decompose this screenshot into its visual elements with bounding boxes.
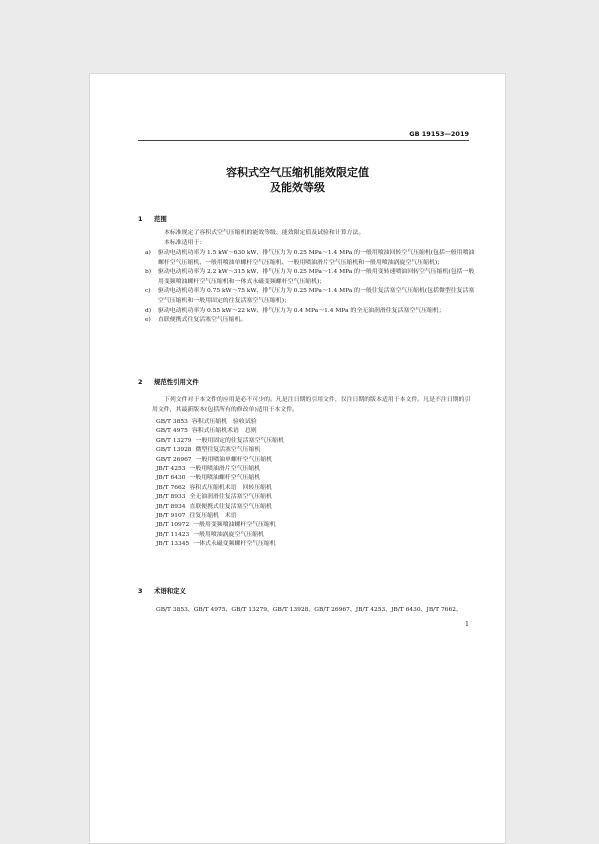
reference-code: JB/T 11423 (156, 531, 190, 538)
section-number: 1 (138, 215, 143, 223)
reference-title: 一般用喷油螺杆空气压缩机 (189, 475, 261, 482)
list-item-text: 驱动电动机功率为 0.55 kW～22 kW、排气压力为 0.4 MPa～1.4 MPa 的全无油润滑往复活塞空气压缩机； (158, 307, 445, 314)
reference-code: GB/T 26967 (156, 456, 192, 463)
reference-item (156, 531, 284, 540)
reference-title: 直联便携式往复活塞空气压缩机 (189, 503, 272, 510)
reference-code: GB/T 4975 (156, 428, 188, 435)
list-item (145, 268, 475, 287)
reference-code: GB/T 13928 (156, 447, 192, 454)
page-number: 1 (465, 621, 469, 628)
reference-title: 往复压缩机 术语 (189, 513, 237, 520)
standard-code: GB 19153—2019 (409, 130, 469, 138)
reference-title: 容积式压缩机术语 总则 (191, 428, 257, 435)
reference-item (156, 437, 284, 446)
reference-item (156, 503, 284, 512)
list-item-text: 驱动电动机功率为 2.2 kW～315 kW、排气压力为 0.25 MPa～1.4 MPa 的一般用变转速喷油回转空气压缩机(包括一般用变频喷油螺杆空气压缩机和一体式永磁变频螺杆空气压缩机)； (158, 269, 475, 285)
section-1-intro (152, 229, 472, 248)
reference-title: 全无油润滑往复活塞空气压缩机 (189, 494, 272, 501)
list-item (145, 249, 475, 268)
reference-title: 微型往复活塞空气压缩机 (195, 447, 261, 454)
section-2-intro: 下列文件对于本文件的应用是必不可少的。凡是注日期的引用文件，仅注日期的版本适用于本文件。凡是不注日期的引用文件，其最新版本(包括所有的修改单)适用于本文件。 (152, 397, 471, 413)
document-title-line2: 及能效等级 (270, 181, 325, 194)
reference-title: 一般用变频喷油螺杆空气压缩机 (193, 522, 276, 529)
reference-code: GB/T 13279 (156, 437, 192, 444)
reference-code: JB/T 9107 (156, 513, 186, 520)
reference-code: JB/T 7662 (156, 484, 186, 491)
reference-title: 容积式压缩机 验收试验 (191, 419, 257, 425)
reference-item (156, 512, 284, 521)
list-item (145, 307, 475, 317)
reference-title: 一体式永磁变频螺杆空气压缩机 (193, 541, 276, 548)
reference-code: JB/T 10972 (156, 522, 190, 529)
reference-item (156, 465, 284, 474)
reference-code: JB/T 8933 (156, 494, 186, 501)
section-number: 2 (138, 378, 143, 386)
list-marker: c) (145, 288, 151, 295)
reference-code: GB/T 3853 (156, 419, 188, 425)
section-1-heading (138, 214, 167, 223)
list-item (145, 287, 475, 306)
reference-code: JB/T 4253 (156, 466, 186, 473)
document-title-line1: 容积式空气压缩机能效限定值 (226, 166, 369, 179)
reference-item (156, 474, 284, 483)
reference-item (156, 418, 284, 427)
reference-item (156, 521, 284, 530)
list-item-text: 驱动电动机功率为 1.5 kW～630 kW、排气压力为 0.25 MPa～1.4 MPa 的一般用喷油回转空气压缩机(包括一般用喷油螺杆空气压缩机、一般用喷油单螺杆空气压缩机、一般用喷油滑片空气压缩机和一般用喷油涡旋空气压缩机)； (158, 250, 475, 266)
section-3-text: GB/T 3853、GB/T 4975、GB/T 13279、GB/T 13928、GB/T 26967、JB/T 4253、JB/T 6430、JB/T 7662、 (156, 607, 462, 613)
section-3-heading (138, 586, 186, 595)
reference-title: 一般用喷油滑片空气压缩机 (189, 466, 261, 473)
section-title: 规范性引用文件 (154, 378, 199, 386)
header-rule (138, 140, 469, 141)
reference-title: 一般用喷油涡旋空气压缩机 (193, 531, 264, 538)
section-title: 范围 (154, 215, 167, 223)
list-item-text: 直联便携式往复活塞空气压缩机。 (158, 317, 247, 324)
reference-item (156, 493, 284, 502)
section-number: 3 (138, 587, 143, 595)
reference-item (156, 540, 284, 549)
reference-title: 一般用喷油单螺杆空气压缩机 (195, 456, 273, 463)
section-title: 术语和定义 (154, 587, 186, 595)
document-page (89, 73, 506, 844)
reference-title: 容积式压缩机术语 回转压缩机 (189, 484, 272, 491)
reference-item (156, 456, 284, 465)
list-marker: d) (145, 307, 152, 314)
reference-list (156, 418, 284, 550)
reference-code: JB/T 8934 (156, 503, 186, 510)
reference-item (156, 446, 284, 455)
intro-line-1: 本标准规定了容积式空气压缩机的能效等级、能效限定值及试验和计算方法。 (164, 230, 365, 236)
list-marker: b) (145, 269, 152, 276)
intro-line-2: 本标准适用于： (164, 239, 206, 246)
section-2-heading (138, 377, 199, 386)
reference-item (156, 427, 284, 436)
scope-list (145, 249, 475, 326)
list-item-text: 驱动电动机功率为 0.75 kW～75 kW、排气压力为 0.25 MPa～1.4 MPa 的一般往复活塞空气压缩机(包括微型往复活塞空气压缩机和一般用固定的往复活塞空气压缩机)； (158, 288, 475, 304)
list-marker: e) (145, 317, 151, 324)
list-marker: a) (145, 250, 151, 256)
reference-item (156, 484, 284, 493)
list-item (145, 316, 475, 326)
reference-code: JB/T 6430 (156, 475, 186, 482)
reference-code: JB/T 13345 (156, 541, 190, 548)
reference-title: 一般用固定的往复活塞空气压缩机 (195, 437, 284, 444)
